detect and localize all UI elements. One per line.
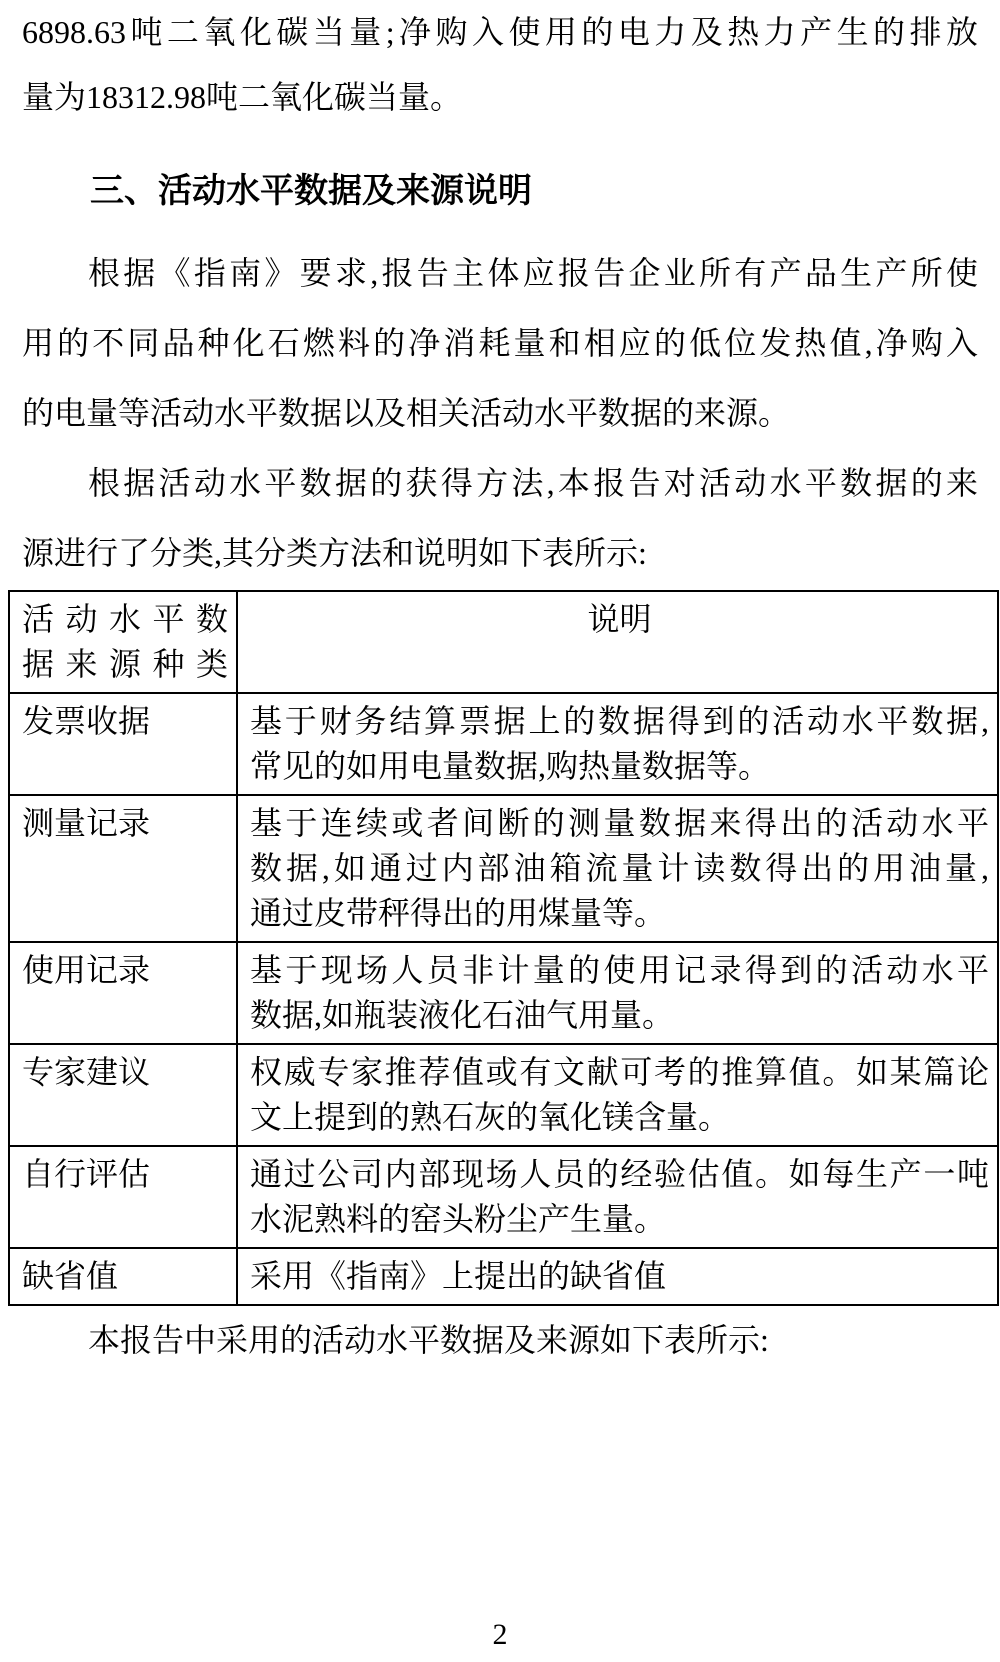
table-row [9, 942, 998, 1044]
cell-source-type: 测量记录 [9, 795, 237, 942]
cell-source-type: 专家建议 [9, 1044, 237, 1146]
cell-line: 通过皮带秤得出的用煤量等。 [250, 895, 667, 931]
paragraph [22, 1318, 978, 1363]
cell-description [237, 1044, 998, 1146]
table-row [9, 1044, 998, 1146]
cell-line: 基于财务结算票据上的数据得到的活动水平数据, [250, 703, 989, 739]
header-cell-source-type [9, 591, 237, 693]
table-row [9, 795, 998, 942]
cell-description [237, 693, 998, 795]
header-line: 据来源种类 [22, 646, 228, 682]
paragraph [22, 238, 978, 448]
page-number: 2 [492, 1618, 508, 1651]
header-line: 活动水平数 [22, 601, 228, 637]
continuation-paragraph [22, 0, 978, 130]
body-line: 的电量等活动水平数据以及相关活动水平数据的来源。 [22, 395, 791, 431]
section-heading: 三、活动水平数据及来源说明 [90, 172, 532, 210]
body-line: 根据活动水平数据的获得方法,本报告对活动水平数据的来 [88, 465, 978, 501]
page-content [22, 0, 989, 1655]
body-line: 源进行了分类,其分类方法和说明如下表所示: [22, 535, 647, 571]
cell-line: 基于现场人员非计量的使用记录得到的活动水平 [250, 952, 989, 988]
table-row [9, 1248, 998, 1305]
table-row [9, 693, 998, 795]
body-line: 本报告中采用的活动水平数据及来源如下表所示: [88, 1322, 769, 1358]
body-line: 量为18312.98吨二氧化碳当量。 [22, 79, 463, 115]
cell-description [237, 942, 998, 1044]
cell-line: 数据,如通过内部油箱流量计读数得出的用油量, [250, 850, 989, 886]
cell-line: 权威专家推荐值或有文献可考的推算值。如某篇论 [250, 1054, 989, 1090]
activity-data-source-table [8, 590, 999, 1306]
cell-description [237, 1248, 998, 1305]
cell-description [237, 795, 998, 942]
body-line: 用的不同品种化石燃料的净消耗量和相应的低位发热值,净购入 [22, 325, 978, 361]
cell-line: 常见的如用电量数据,购热量数据等。 [250, 748, 771, 784]
cell-source-type: 自行评估 [9, 1146, 237, 1248]
cell-source-type: 发票收据 [9, 693, 237, 795]
body-line: 6898.63吨二氧化碳当量;净购入使用的电力及热力产生的排放 [22, 14, 978, 50]
cell-line: 水泥熟料的窑头粉尘产生量。 [250, 1201, 667, 1237]
cell-source-type: 缺省值 [9, 1248, 237, 1305]
table-header-row [9, 591, 998, 693]
cell-description [237, 1146, 998, 1248]
cell-line: 数据,如瓶装液化石油气用量。 [250, 997, 675, 1033]
paragraph [22, 448, 978, 588]
header-cell-description: 说明 [237, 591, 998, 693]
cell-line: 文上提到的熟石灰的氧化镁含量。 [250, 1099, 731, 1135]
table-row [9, 1146, 998, 1248]
cell-line: 采用《指南》上提出的缺省值 [250, 1258, 667, 1294]
cell-source-type: 使用记录 [9, 942, 237, 1044]
cell-line: 基于连续或者间断的测量数据来得出的活动水平 [250, 805, 989, 841]
cell-line: 通过公司内部现场人员的经验估值。如每生产一吨 [250, 1156, 989, 1192]
body-line: 根据《指南》要求,报告主体应报告企业所有产品生产所使 [88, 255, 978, 291]
